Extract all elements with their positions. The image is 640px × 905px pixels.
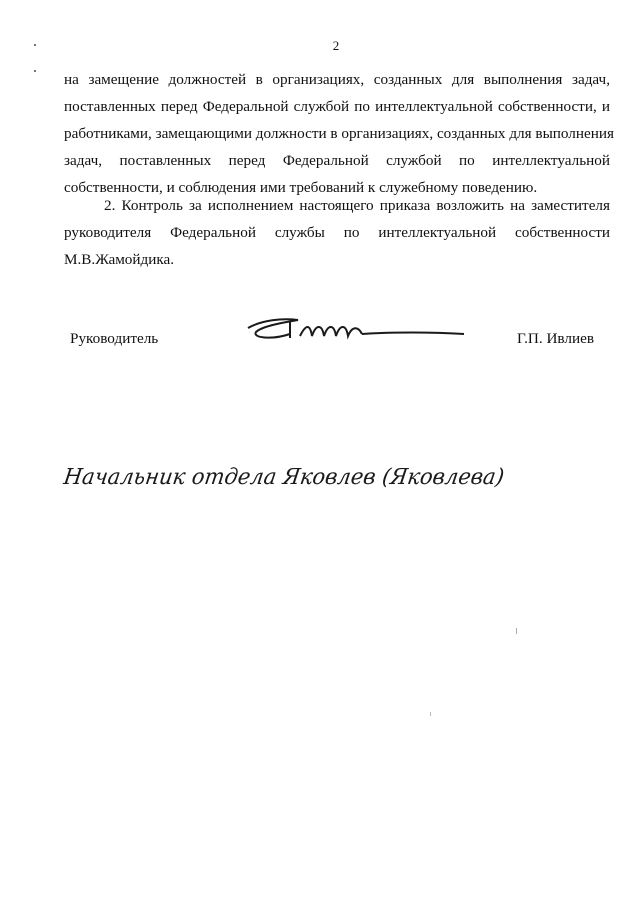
- handwritten-note: [62, 448, 542, 498]
- signatory-name: Г.П. Ивлиев: [517, 330, 594, 347]
- paragraph-1-line: поставленных перед Федеральной службой по интеллектуальной собственности, и: [64, 98, 610, 115]
- scan-artifact: [516, 628, 517, 634]
- paragraph-2-line: 2. Контроль за исполнением настоящего приказа возложить на заместителя: [104, 197, 610, 214]
- signature-block: [64, 322, 610, 362]
- paragraph-1-line: работниками, замещающими должности в организациях, созданных для выполнения: [64, 125, 614, 142]
- paragraph-2-line: М.В.Жамойдика.: [64, 251, 175, 268]
- scan-artifact: [34, 44, 36, 46]
- scan-artifact: [430, 712, 431, 716]
- signatory-role: Руководитель: [70, 330, 159, 347]
- paragraph-1-line: на замещение должностей в организациях, созданных для выполнения задач,: [64, 71, 610, 88]
- handwritten-signature: [242, 310, 468, 350]
- paragraph-1-line: собственности, и соблюдения ими требований к служебному поведению.: [64, 179, 538, 196]
- scan-artifact: [34, 70, 36, 72]
- paragraph-1-line: задач, поставленных перед Федеральной службой по интеллектуальной: [64, 152, 610, 169]
- paragraph-2-line: руководителя Федеральной службы по интеллектуальной собственности: [64, 224, 610, 241]
- paragraph-2: [64, 192, 610, 273]
- handwritten-note-text: Начальник отдела Яковлев (Яковлева): [62, 464, 526, 490]
- page-number: 2: [332, 38, 340, 53]
- paragraph-1: [64, 66, 614, 201]
